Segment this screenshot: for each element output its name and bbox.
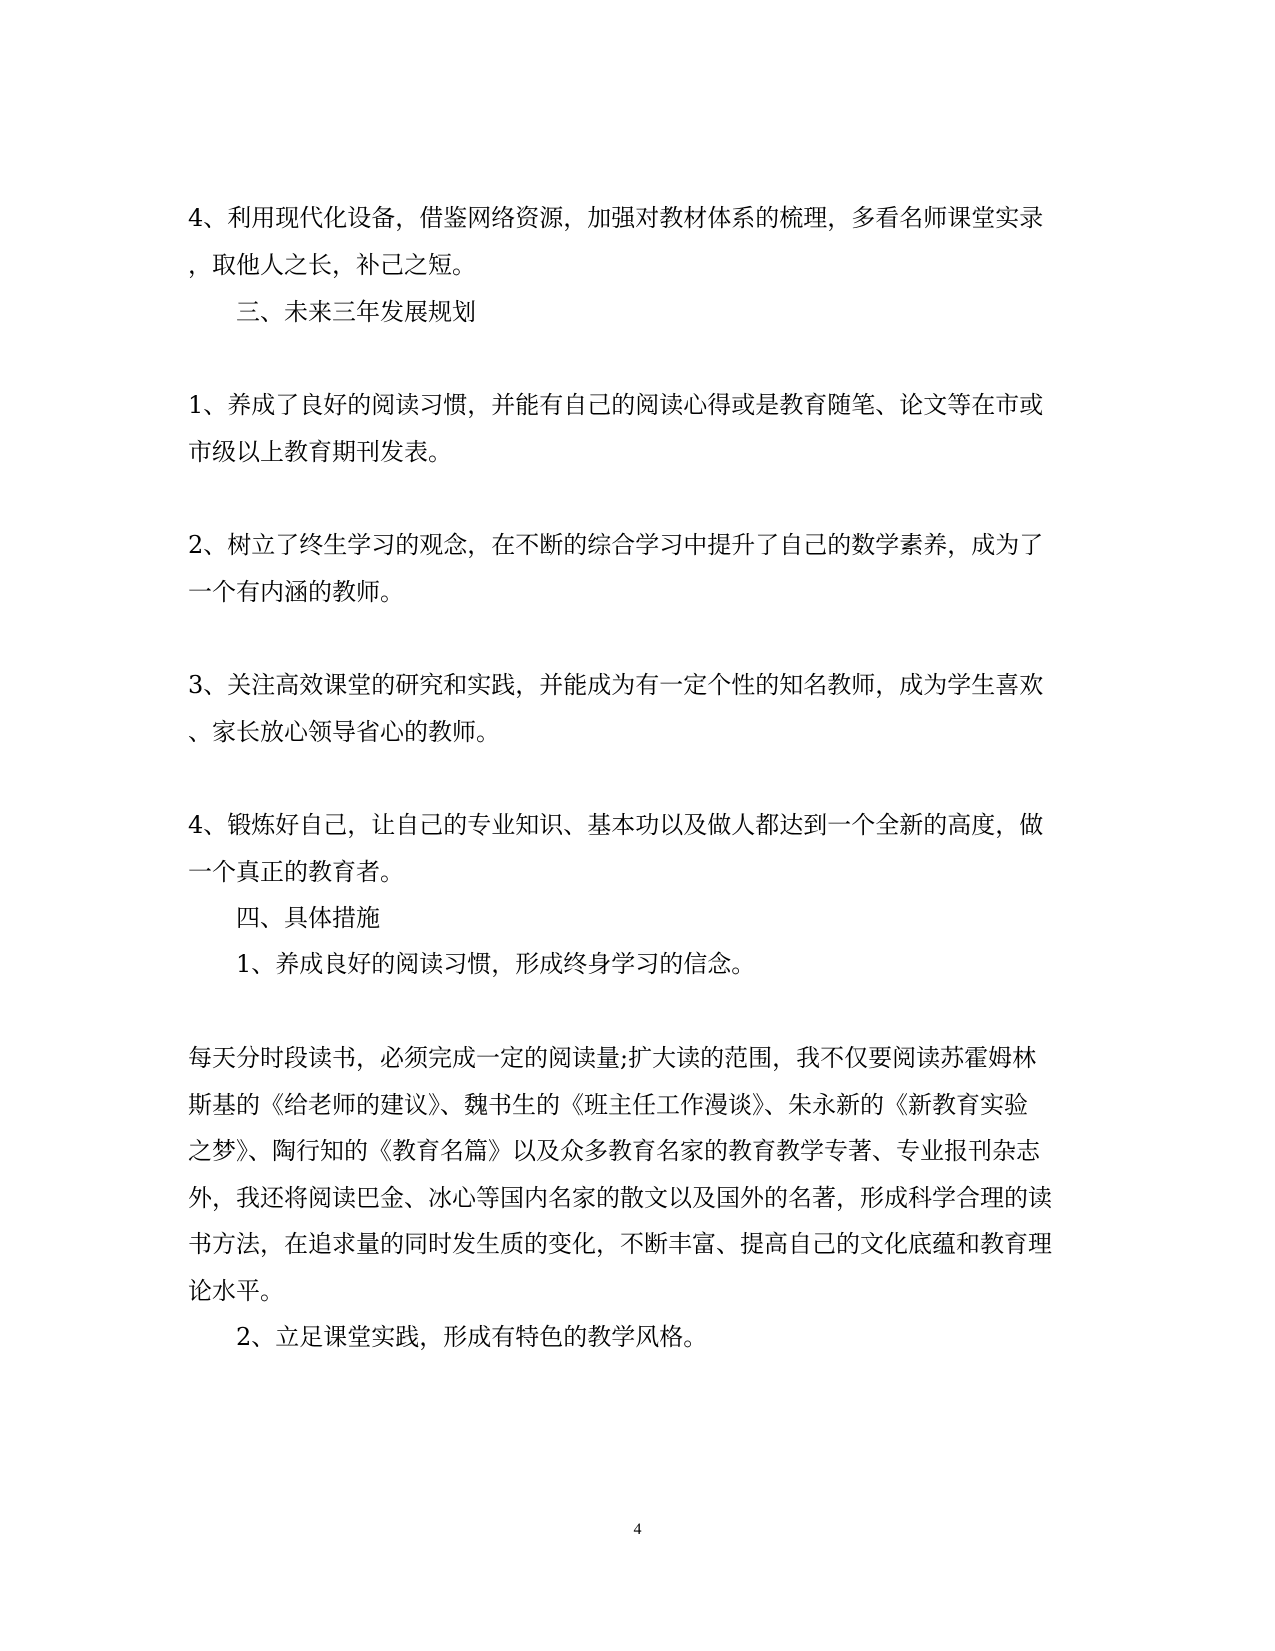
measure-2-title: 2、立足课堂实践，形成有特色的教学风格。 <box>236 1323 708 1351</box>
measure-1-body-line-5: 书方法，在追求量的同时发生质的变化，不断丰富、提高自己的文化底蕴和教育理 <box>188 1230 1052 1258</box>
section-heading-four: 四、具体措施 <box>236 904 380 932</box>
plan-4-line-1: 4、锻炼好自己，让自己的专业知识、基本功以及做人都达到一个全新的高度，做 <box>188 811 1044 839</box>
section-heading-three: 三、未来三年发展规划 <box>236 298 476 326</box>
measure-1-body-line-6: 论水平。 <box>188 1277 284 1305</box>
measure-1-body-line-3: 之梦》、陶行知的《教育名篇》以及众多教育名家的教育教学专著、专业报刊杂志 <box>188 1137 1040 1165</box>
measure-1-body-line-4: 外，我还将阅读巴金、冰心等国内名家的散文以及国外的名著，形成科学合理的读 <box>188 1184 1052 1212</box>
plan-3-line-1: 3、关注高效课堂的研究和实践，并能成为有一定个性的知名教师，成为学生喜欢 <box>188 671 1044 699</box>
page-number: 4 <box>633 1521 642 1538</box>
plan-3-line-2: 、家长放心领导省心的教师。 <box>188 718 500 746</box>
measure-1-body-line-1: 每天分时段读书，必须完成一定的阅读量;扩大读的范围，我不仅要阅读苏霍姆林 <box>188 1044 1037 1072</box>
plan-1-line-1: 1、养成了良好的阅读习惯，并能有自己的阅读心得或是教育随笔、论文等在市或 <box>188 391 1044 419</box>
plan-1-line-2: 市级以上教育期刊发表。 <box>188 438 452 466</box>
measure-1-title: 1、养成良好的阅读习惯，形成终身学习的信念。 <box>236 950 756 978</box>
plan-2-line-1: 2、树立了终生学习的观念，在不断的综合学习中提升了自己的数学素养，成为了 <box>188 531 1044 559</box>
plan-4-line-2: 一个真正的教育者。 <box>188 858 404 886</box>
plan-2-line-2: 一个有内涵的教师。 <box>188 578 404 606</box>
measure-1-body-line-2: 斯基的《给老师的建议》、魏书生的《班主任工作漫谈》、朱永新的《新教育实验 <box>188 1091 1028 1119</box>
goal-4-line-2: ，取他人之长，补己之短。 <box>188 251 476 279</box>
goal-4-line-1: 4、利用现代化设备，借鉴网络资源，加强对教材体系的梳理，多看名师课堂实录 <box>188 204 1044 232</box>
